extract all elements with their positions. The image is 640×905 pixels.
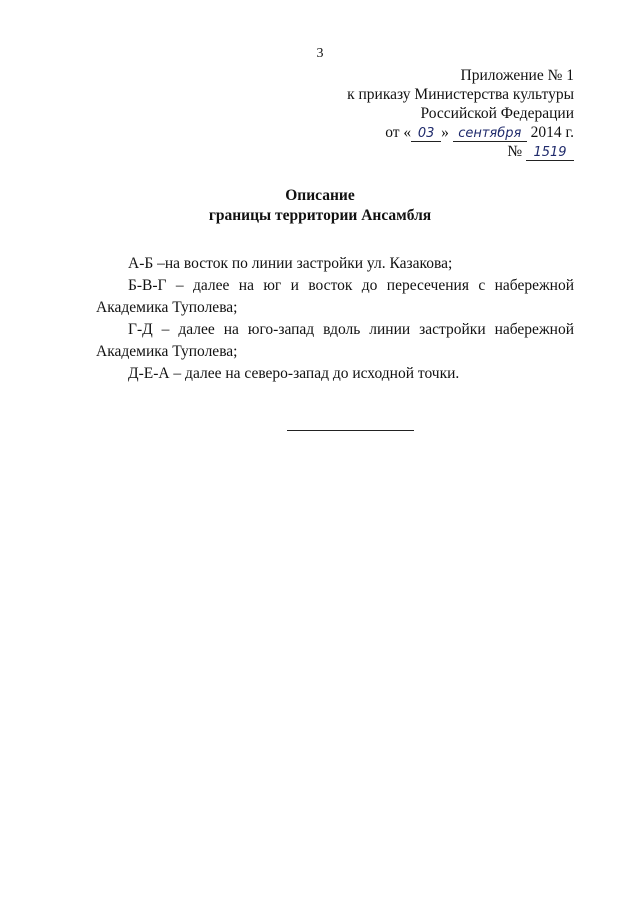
appendix-date: [347, 123, 574, 142]
number-prefix: №: [507, 143, 523, 160]
appendix-federation: Российской Федерации: [420, 105, 574, 122]
number-handwritten: 1519: [526, 145, 574, 161]
page-number: 3: [316, 46, 324, 61]
boundary-segment: Д-Е-А – далее на северо-запад до исходной точки.: [128, 365, 460, 382]
date-year: 2014 г.: [530, 124, 574, 141]
date-month-handwritten: сентября: [453, 126, 527, 142]
date-mid: »: [441, 124, 449, 141]
boundary-segment: А-Б –на восток по линии застройки ул. Казакова;: [128, 255, 453, 272]
date-prefix: от «: [385, 124, 412, 141]
appendix-header: [347, 66, 574, 161]
date-day-handwritten: 03: [411, 126, 441, 142]
closing-rule: [287, 430, 414, 431]
boundary-segment: Г-Д – далее на юго-запад вдоль линии застройки набережной Академика Туполева;: [96, 321, 574, 360]
boundary-description: [96, 253, 574, 385]
title-line-2: границы территории Ансамбля: [208, 207, 432, 224]
appendix-number: [347, 142, 574, 161]
boundary-segment: Б-В-Г – далее на юг и восток до пересечения с набережной Академика Туполева;: [96, 277, 574, 316]
title-line-1: Описание: [285, 187, 355, 204]
document-title: [0, 186, 640, 226]
appendix-title: Приложение № 1: [460, 67, 574, 84]
appendix-order-ref: к приказу Министерства культуры: [347, 86, 574, 103]
